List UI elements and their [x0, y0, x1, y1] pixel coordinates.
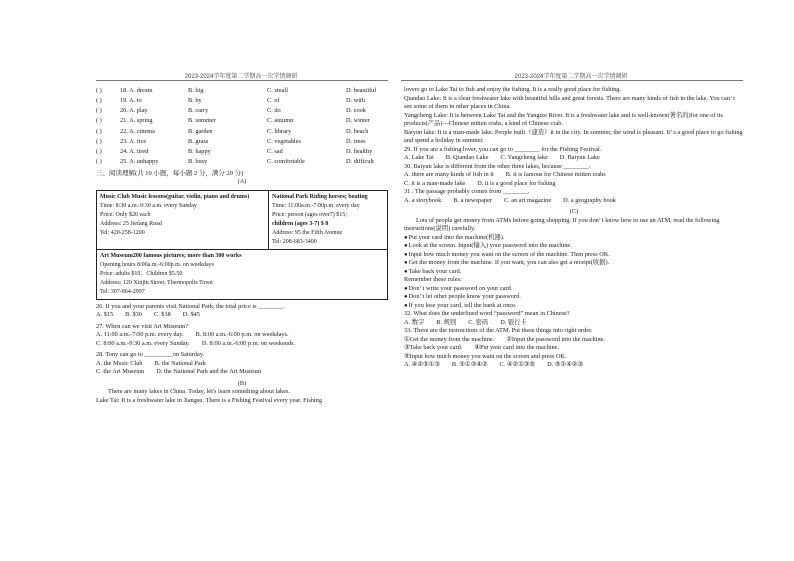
- option-d: D. difficult: [346, 158, 374, 166]
- choice-a[interactable]: A. 数字: [404, 318, 425, 326]
- answer-paren[interactable]: ( ): [96, 127, 102, 135]
- option-c: C. small: [267, 86, 288, 94]
- choice-d[interactable]: D. $45: [182, 311, 200, 319]
- choice-d[interactable]: D. the National Park and the Art Museum: [156, 368, 262, 376]
- passage-qiandao: Qiandao Lake: It is a clear freshwater lake with beautiful hills and great forests. There are many kinds of fish in the lake. You can’ t see some of them in other places in China.: [404, 94, 735, 110]
- atm-step: ● Input how much money you want on the screen of the machine. Then press OK.: [404, 251, 744, 260]
- choice-b[interactable]: B. a newspaper: [453, 196, 492, 204]
- part-c-label: (C): [569, 208, 579, 215]
- choice-b[interactable]: B. the National Park: [154, 359, 206, 367]
- choice-b[interactable]: B. it is famous for Chinese mitten crabs: [505, 171, 606, 178]
- option-d: D. winter: [346, 117, 370, 125]
- art-museum-tel: Tel: 307-864-2997: [100, 288, 145, 295]
- choice-a[interactable]: A. ④②⑤①③: [404, 361, 440, 368]
- choice-a[interactable]: A. Lake Tai: [404, 154, 434, 161]
- music-club-price: Price: Only $20 each: [100, 211, 151, 218]
- question-28-choices-cd: [96, 368, 388, 377]
- music-club-address: Address: 25 Jiefang Road: [100, 220, 162, 227]
- music-club-tel: Tel: 420-258-1200: [100, 229, 145, 236]
- question-31: 31 . The passage probably comes from ________.: [404, 188, 530, 195]
- atm-rule: ● If you lose your card, tell the bank at once.: [404, 302, 744, 311]
- option-b: B. busy: [188, 158, 208, 166]
- atm-step: ● Look at the screen. Input(输入) your password into the machine.: [404, 242, 744, 251]
- option-a: 22. A. cinema: [120, 127, 155, 135]
- option-d: D. cook: [346, 107, 366, 115]
- option-d: D. beach: [346, 127, 369, 135]
- question-29-choices: [404, 154, 744, 163]
- table-row: [97, 250, 387, 299]
- option-a: 18. A. dream: [120, 86, 153, 94]
- instruction-item: ⑤Input how much money you want on the screen and press OK.: [404, 352, 567, 360]
- answer-paren[interactable]: ( ): [96, 147, 102, 155]
- choice-a[interactable]: A. $15: [96, 311, 114, 319]
- option-row: [96, 157, 388, 167]
- art-museum-cell: [97, 250, 387, 299]
- option-d: D. beautiful: [346, 86, 377, 94]
- question-29: 29. If you are a fishing lover, you can go to ________ for the Fishing Festival.: [404, 145, 602, 153]
- option-row: [96, 106, 388, 116]
- question-26-choices: [96, 311, 388, 320]
- answer-paren[interactable]: ( ): [96, 117, 102, 125]
- national-park-title: National Park Riding horses; boating: [272, 193, 368, 200]
- atm-rule: ● Don’ t write your password on your card.: [404, 285, 744, 294]
- option-row: [96, 137, 388, 147]
- choice-b[interactable]: B. ⑤①③④②: [451, 361, 488, 368]
- option-row: [96, 96, 388, 106]
- section-heading: 三、阅读理解(共 10 小题，每小题 2 分，满分 20 分): [96, 169, 244, 177]
- question-30: 30. Baiyun lake is different from the other three lakes, because ________.: [404, 162, 591, 170]
- question-27-choices-cd: [96, 340, 388, 349]
- option-b: B. carry: [188, 107, 209, 115]
- option-c: C. vegetables: [267, 137, 301, 145]
- option-a: 21. A. spring: [120, 117, 153, 125]
- choice-c[interactable]: C. it is a man-made lake: [404, 179, 466, 187]
- choice-a[interactable]: A. there are many kinds of fish in it: [404, 171, 494, 178]
- choice-d[interactable]: D. 8:00 a.m.-6:00 p.m. on weekends.: [201, 339, 296, 347]
- option-d: D. with: [346, 97, 365, 105]
- option-a: 20. A. play: [120, 107, 148, 115]
- answer-paren[interactable]: ( ): [96, 137, 102, 145]
- choice-b[interactable]: B. Qiandao Lake: [445, 154, 489, 161]
- option-a: 24. A. tired: [120, 147, 149, 155]
- option-row: [96, 147, 388, 157]
- question-32: 32. What does the underlined word “password” mean in Chinese?: [404, 310, 570, 317]
- choice-a[interactable]: A. the Music Club: [96, 359, 143, 367]
- option-b: B. happy: [188, 147, 211, 155]
- music-club-title: Music Club Music lessons(guitar, violin, piano and drums): [100, 193, 250, 200]
- instruction-item: ①Get the money from the machine.: [404, 335, 495, 343]
- choice-c[interactable]: C. the Art Museum: [96, 368, 145, 376]
- page-header: 2023-2024学年度第二学期高一次学情调研: [514, 74, 628, 80]
- art-museum-hours: Opening hours 8:00a.m.-6:00p.m. on weekdays: [100, 261, 214, 268]
- answer-paren[interactable]: ( ): [96, 158, 102, 166]
- header-divider: [96, 80, 388, 81]
- art-museum-price: Price: adults $10；Children $5.50: [100, 270, 183, 277]
- info-table: [96, 190, 388, 300]
- option-c: C. sad: [267, 147, 283, 155]
- choice-d[interactable]: D. it is a good place for fishing: [477, 179, 556, 187]
- option-c: C. of: [267, 97, 280, 105]
- question-28-choices-ab: [96, 360, 388, 369]
- passage-c-intro: Lots of people get money from ATMs before going shopping. If you don’ t know how to use an ATM, read the following instructions(说明) carefully.: [404, 216, 720, 232]
- option-row: [96, 117, 388, 127]
- choice-a[interactable]: A. a storybook: [404, 196, 442, 204]
- choice-b[interactable]: B. 8:00 a.m.-6:00 p.m. on weekdays.: [195, 331, 289, 339]
- question-33-items-12: [404, 336, 744, 345]
- cloze-options: [96, 86, 388, 168]
- choice-c[interactable]: C. ④②①③⑤: [499, 361, 536, 368]
- table-row: [97, 191, 387, 250]
- part-a-label: (A): [237, 178, 247, 186]
- page-header: 2023-2024学年度第二学期高一次学情调研: [184, 74, 298, 80]
- option-c: C. comfortable: [267, 158, 305, 166]
- question-30-choices-cd: [404, 180, 744, 189]
- passage-b-lake-tai: Lake Tai: It is a freshwater lake in Jiangsu. There is a Fishing Festival every year. Fishing: [96, 396, 322, 404]
- choice-c[interactable]: C. 8:00 a.m.-9:30 a.m. every Sunday.: [96, 339, 190, 347]
- atm-rule: ● Don’ t let other people know your password.: [404, 293, 744, 302]
- choice-d[interactable]: D. 银行卡: [500, 318, 527, 326]
- choice-c[interactable]: C. $38: [153, 311, 171, 319]
- national-park-address: Address: 95 the Fifth Avenue: [272, 229, 343, 236]
- question-26: 26. If you and your parents visit National Park, the total price is ________.: [96, 302, 285, 310]
- atm-step: ● Put your card into the machine(机器).: [404, 234, 744, 243]
- answer-paren[interactable]: ( ): [96, 97, 102, 105]
- question-32-choices: [404, 319, 744, 328]
- option-d: D. trees: [346, 137, 366, 145]
- option-a: 25. A. unhappy: [120, 158, 159, 166]
- choice-d[interactable]: D. ⑤①④②③: [547, 361, 583, 368]
- question-31-choices: [404, 197, 744, 206]
- music-club-time: Time: 8:30 a.m.-9:30 a.m. every Sunday: [100, 202, 197, 209]
- option-b: B. garden: [188, 127, 213, 135]
- national-park-tel: Tel: 208-683-3400: [272, 238, 317, 245]
- option-c: C. autumn: [267, 117, 294, 125]
- option-d: D. healthy: [346, 147, 373, 155]
- question-27: 27. When can we visit Art Museum?: [96, 322, 189, 330]
- question-27-choices-ab: [96, 331, 388, 340]
- choice-d[interactable]: D. Baiyun Lake: [559, 154, 600, 161]
- left-content: [96, 86, 388, 405]
- music-club-cell: [97, 191, 268, 249]
- option-b: B. summer: [188, 117, 216, 125]
- national-park-price-child: children (ages 3-7) $ 8: [272, 220, 329, 227]
- passage-yangcheng: Yangcheng Lake: It is between Lake Tai and the Yangtze River. It is a freshwater lake and is well-known(著名的)for one of its products(产品)—Chinese mitten crabs, a kind of Chinese crab.: [404, 111, 723, 127]
- part-b-label: (B): [237, 379, 247, 387]
- national-park-price-adult: Price: person (ages over7) $15;: [272, 211, 347, 218]
- passage-b-continued: lovers go to Lake Tai to fish and enjoy the fishing. It is a really good place for fishing.: [404, 86, 621, 93]
- answer-paren[interactable]: ( ): [96, 86, 102, 94]
- option-c: C. library: [267, 127, 292, 135]
- atm-step: ● Get the money from the machine. If you want, you can also get a receipt(收据).: [404, 259, 744, 268]
- atm-step: ● Take back your card.: [404, 268, 744, 277]
- passage-b-intro: There are many lakes in China. Today, let's learn something about lakes.: [108, 388, 291, 396]
- national-park-time: Time: 11:00a.m.-7:00p.m. every day: [272, 202, 360, 209]
- right-page: [397, 0, 794, 561]
- art-museum-address: Address: 120 Xinjin Street, Thermopolis Town: [100, 279, 213, 286]
- choice-b[interactable]: B. 规则: [436, 318, 457, 326]
- option-b: B. by: [188, 97, 202, 105]
- option-b: B. big: [188, 86, 204, 94]
- option-row: [96, 86, 388, 96]
- option-b: B. grass: [188, 137, 209, 145]
- instruction-item: ②Input the password into the machine.: [506, 335, 605, 343]
- rules-title: Remember these rules:: [404, 276, 462, 283]
- national-park-cell: [268, 191, 387, 249]
- question-30-choices-ab: [404, 171, 744, 180]
- choice-c[interactable]: C. 密码: [468, 318, 489, 326]
- choice-b[interactable]: B. $30: [125, 311, 142, 319]
- choice-c[interactable]: C. Yangcheng lake: [500, 154, 548, 161]
- option-c: C. do: [267, 107, 281, 115]
- option-row: [96, 127, 388, 137]
- instruction-item: ④Put your card into the machine.: [474, 344, 560, 351]
- instruction-item: ③Take back your card.: [404, 344, 463, 351]
- question-33-items-34: [404, 344, 744, 353]
- right-content: [404, 86, 744, 370]
- art-museum-title: Art Museum200 famous pictures; more than 300 works: [100, 252, 242, 259]
- option-a: 19. A. to: [120, 97, 142, 105]
- answer-paren[interactable]: ( ): [96, 107, 102, 115]
- option-a: 23. A. rice: [120, 137, 147, 145]
- question-28: 28. Tony can go to _________on Saturday.: [96, 351, 205, 359]
- passage-baiyun: Baiyun lake: It is a man-made lake. People built（建造）it in the city. In summer, the wind is pleasant. It’ s a good place to go fishing and spend a holiday in summer.: [404, 128, 743, 144]
- choice-a[interactable]: A. 11:00 a.m.-7:00 p.m. every day.: [96, 331, 184, 339]
- question-33: 33. These are the instructions of the ATM. Put these things into right order.: [404, 327, 593, 334]
- header-divider: [401, 80, 743, 81]
- choice-d[interactable]: D. a geography book: [563, 196, 616, 204]
- choice-c[interactable]: C. an art magazine: [503, 196, 552, 204]
- question-33-choices: [404, 361, 744, 370]
